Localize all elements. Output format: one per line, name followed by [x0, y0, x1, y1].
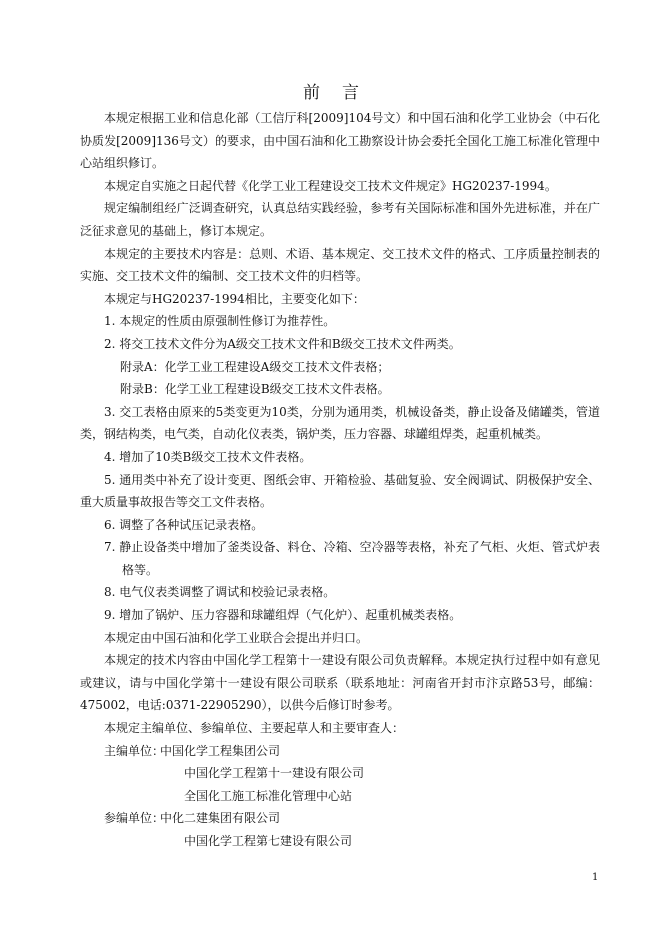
participating-unit-name: 中国化学工程第七建设有限公司 — [184, 834, 353, 848]
chief-units-label: 主编单位： — [104, 743, 165, 758]
chief-units-block — [80, 740, 600, 808]
paragraph-changes-intro: 本规定与HG20237-1994相比，主要变化如下： — [104, 291, 365, 306]
appendix-b-item: 附录B：化学工业工程建设B级交工技术文件表格。 — [120, 382, 390, 397]
document-body — [80, 107, 600, 853]
paragraph-main-content: 本规定的主要技术内容是：总则、术语、基本规定、交工技术文件的格式、工序质量控制表的实施、交工技术文件的编制、交工技术文件的归档等。 — [80, 246, 600, 284]
page-title: 前言 — [303, 83, 381, 103]
paragraph-replacement: 本规定自实施之日起代替《化学工业工程建设交工技术文件规定》HG20237-1994。 — [104, 178, 557, 193]
paragraph-research: 规定编制组经广泛调查研究，认真总结实践经验，参考有关国际标准和国外先进标准，并在广泛征求意见的基础上，修订本规定。 — [80, 201, 600, 238]
participating-unit-name: 中化二建集团有限公司 — [160, 811, 281, 826]
change-item-3: 3. 交工表格由原来的5类变更为10类，分别为通用类，机械设备类，静止设备及储罐类，管道类，钢结构类，电气类，自动化仪表类，锅炉类，压力容器、球罐组焊类，起重机械类。 — [80, 404, 600, 442]
paragraph-proposal: 本规定由中国石油和化学工业联合会提出并归口。 — [104, 630, 369, 645]
change-item-8: 8. 电气仪表类调整了调试和校验记录表格。 — [104, 585, 336, 600]
change-item-6: 6. 调整了各种试压记录表格。 — [104, 517, 264, 532]
participating-units-block — [80, 807, 600, 852]
participating-units-label: 参编单位： — [104, 811, 165, 826]
participating-units-list — [160, 807, 352, 852]
chief-unit-name: 中国化学工程集团公司 — [160, 743, 281, 758]
change-item-2: 2. 将交工技术文件分为A级交工技术文件和B级交工技术文件两类。 — [104, 336, 461, 351]
chief-unit-name: 全国化工施工标准化管理中心站 — [184, 788, 353, 803]
change-item-9: 9. 增加了锅炉、压力容器和球罐组焊（气化炉）、起重机械类表格。 — [104, 608, 462, 623]
change-item-4: 4. 增加了10类B级交工技术文件表格。 — [104, 449, 312, 464]
change-item-1: 1. 本规定的性质由原强制性修订为推荐性。 — [104, 314, 336, 329]
page-number: 1 — [592, 872, 599, 883]
paragraph-units-intro: 本规定主编单位、参编单位、主要起草人和主要审查人： — [104, 721, 405, 736]
change-item-7: 7. 静止设备类中增加了釜类设备、料仓、冷箱、空冷器等表格，补充了气柜、火炬、管式炉表格等。 — [104, 540, 600, 577]
appendix-a-item: 附录A：化学工业工程建设A级交工技术文件表格； — [120, 359, 390, 374]
change-item-5: 5. 通用类中补充了设计变更、图纸会审、开箱检验、基础复验、安全阀调试、阴极保护安全、重大质量事故报告等交工文件表格。 — [80, 472, 600, 510]
paragraph-interpretation: 本规定的技术内容由中国化学工程第十一建设有限公司负责解释。本规定执行过程中如有意见或建议，请与中国化学第十一建设有限公司联系（联系地址：河南省开封市汴京路53号，邮编：475002，电话:0371-22905290），以供今后修订时参考。 — [80, 653, 600, 713]
chief-units-list — [160, 740, 364, 808]
chief-unit-name: 中国化学工程第十一建设有限公司 — [184, 766, 365, 781]
paragraph-basis: 本规定根据工业和信息化部（工信厅科[2009]104号文）和中国石油和化学工业协会（中石化协质发[2009]136号文）的要求，由中国石油和化工勘察设计协会委托全国化工施工标准化管理中心站组织修订。 — [80, 111, 600, 171]
